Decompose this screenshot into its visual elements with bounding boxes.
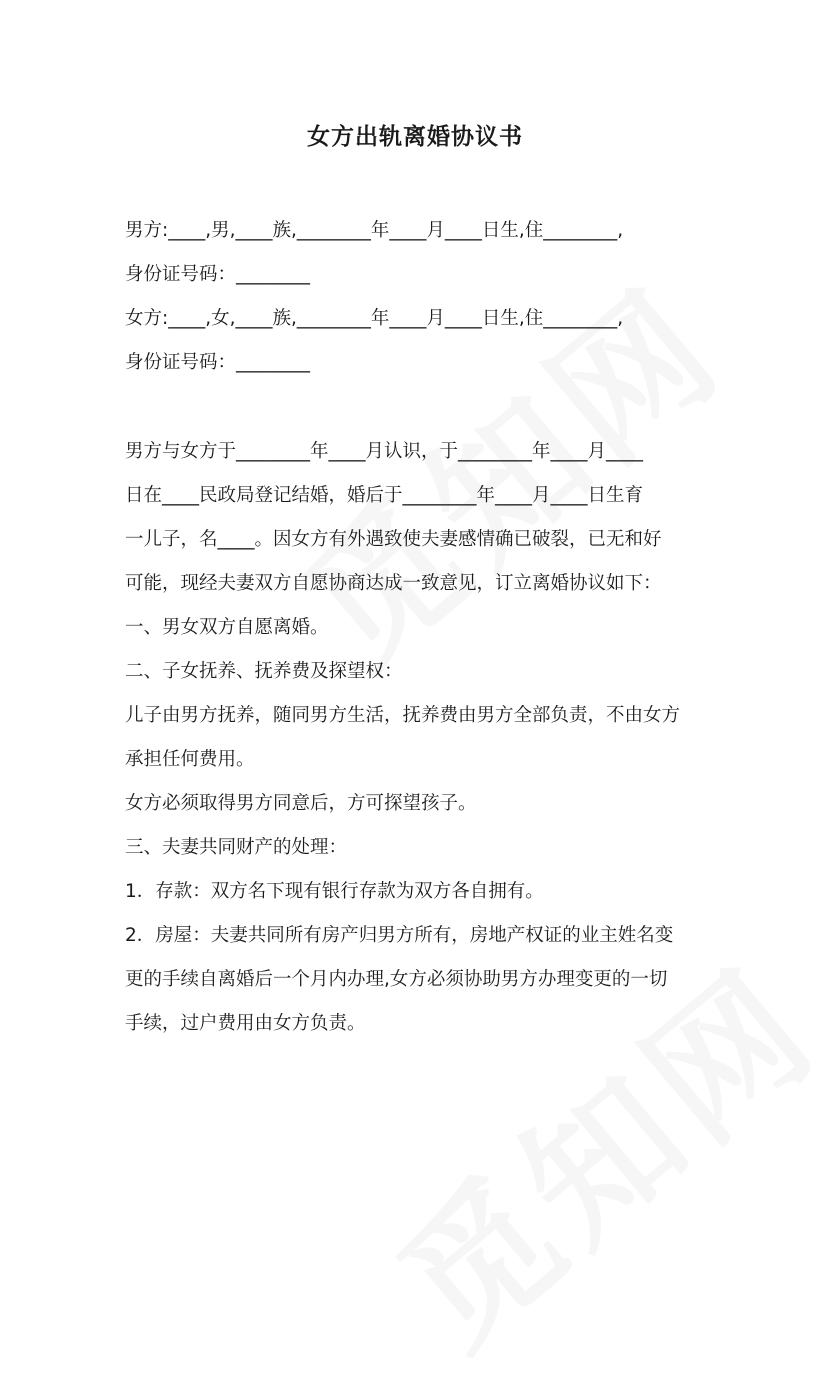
clause-1-heading: 一、男女双方自愿离婚。 <box>125 617 329 638</box>
clause-2-heading: 二、子女抚养、抚养费及探望权： <box>125 661 403 682</box>
body-line: 男方与女方于________年____月认识，于________年____月____ <box>125 441 644 462</box>
body-line: 儿子由男方抚养，随同男方生活，抚养费由男方全部负责，不由女方 <box>125 705 681 726</box>
document-title: 女方出轨离婚协议书 <box>307 124 523 150</box>
body-line: 一儿子，名____。因女方有外遇致使夫妻感情确已破裂，已无和好 <box>125 529 662 550</box>
husband-id-line: 身份证号码：________ <box>125 264 311 285</box>
wife-id-line: 身份证号码：________ <box>125 352 311 373</box>
paragraph-spacer <box>125 392 725 437</box>
body-line: 女方必须取得男方同意后，方可探望孩子。 <box>125 793 477 814</box>
body-line: 可能，现经夫妻双方自愿协商达成一致意见，订立离婚协议如下： <box>125 573 662 594</box>
clause-3-heading: 三、夫妻共同财产的处理： <box>125 837 348 858</box>
body-line: 更的手续自离婚后一个月内办理,女方必须协助男方办理变更的一切 <box>125 969 668 990</box>
body-line: 日在____民政局登记结婚，婚后于________年____月____日生育 <box>125 485 644 506</box>
body-line: 1．存款：双方名下现有银行存款为双方各自拥有。 <box>125 881 544 902</box>
body-line: 2．房屋：夫妻共同所有房产归男方所有，房地产权证的业主姓名变 <box>125 925 674 946</box>
body-line: 手续，过户费用由女方负责。 <box>125 1013 366 1034</box>
body-line: 承担任何费用。 <box>125 749 255 770</box>
document-body <box>125 216 725 1053</box>
wife-info-line: 女方:____,女,____族,________年____月____日生,住________, <box>125 308 624 329</box>
husband-info-line: 男方:____,男,____族,________年____月____日生,住________, <box>125 220 624 241</box>
